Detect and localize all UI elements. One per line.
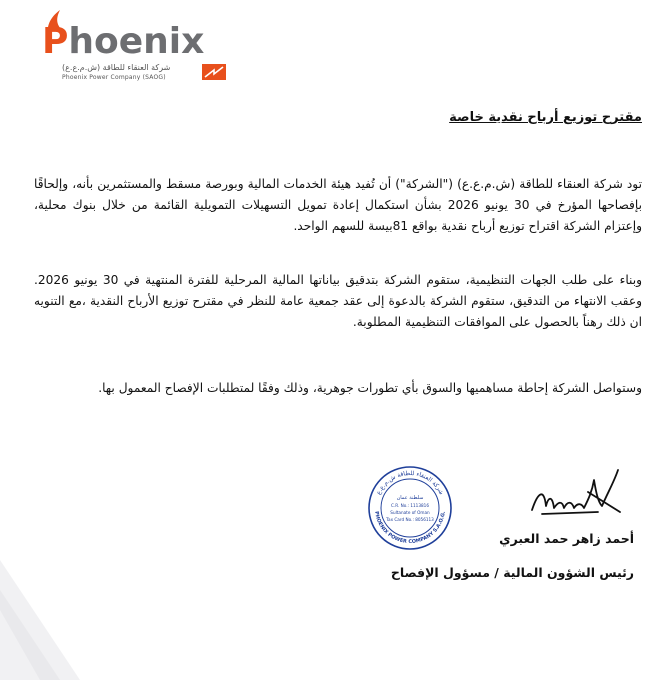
logo-wordmark <box>42 22 204 62</box>
signatory-title: رئيس الشؤون المالية / مسؤول الإفصاح <box>390 565 634 580</box>
company-stamp <box>367 465 453 551</box>
stamp-english-ring: PHOENIX POWER COMPANY S.A.O.G. <box>373 510 447 546</box>
signatory-name: أحمد زاهر حمد العبري <box>499 531 634 546</box>
handwritten-signature <box>528 462 624 526</box>
stamp-country: Sultanate of Oman <box>390 510 430 515</box>
logo-wordmark-p: P <box>42 21 69 62</box>
paragraph-3: وستواصل الشركة إحاطة مساهميها والسوق بأي تطورات جوهرية، وذلك وفقًا لمتطلبات الإفصاح المعمول بها. <box>98 381 642 395</box>
logo-arabic-name: شركة العنقاء للطاقة (ش.م.ع.ع) <box>62 63 171 72</box>
paragraph-2: وبناء على طلب الجهات التنظيمية، ستقوم الشركة بتدقيق بياناتها المالية المرحلية للفترة المنتهية في 30 يونيو 2026. وعقب الانتهاء من التدقيق، ستقوم الشركة بالدعوة إلى عقد جمعية عامة للنظر في مقترح توزيع الأرباح النقدية ،مع التنويه ان ذلك رهناً بالحصول على الموافقات التنظيمية المطلوبة. <box>34 273 642 329</box>
logo-wordmark-rest: hoenix <box>68 21 205 62</box>
stamp-tax: Tax Card No.: 8056113 <box>386 517 434 522</box>
company-logo <box>42 8 222 80</box>
logo-boxmark-icon <box>202 64 226 80</box>
document-title: مقترح توزيع أرباح نقدية خاصة <box>449 110 642 125</box>
stamp-cr: C.R. No.: 1113816 <box>390 503 430 508</box>
paragraph-1: تود شركة العنقاء للطاقة (ش.م.ع.ع) ("الشركة") أن تُفيد هيئة الخدمات المالية وبورصة مسقط والمستثمرين بأنه، وإلحاقًا بإفصاحها المؤرخ في 30 يونيو 2026 بشأن استكمال إعادة تمويل التسهيلات التمويلية القائمة من خلال بنوك محلية، وإعتزام الشركة اقتراح توزيع أرباح نقدية بواقع 81بيسة للسهم الواحد. <box>34 177 642 233</box>
logo-english-name: Phoenix Power Company (SAOG) <box>62 74 166 81</box>
stamp-city: سلطنة عمان <box>396 495 424 501</box>
stamp-arabic-ring: شركة العنقاء للطاقة ش.م.ع.ع <box>375 469 445 496</box>
